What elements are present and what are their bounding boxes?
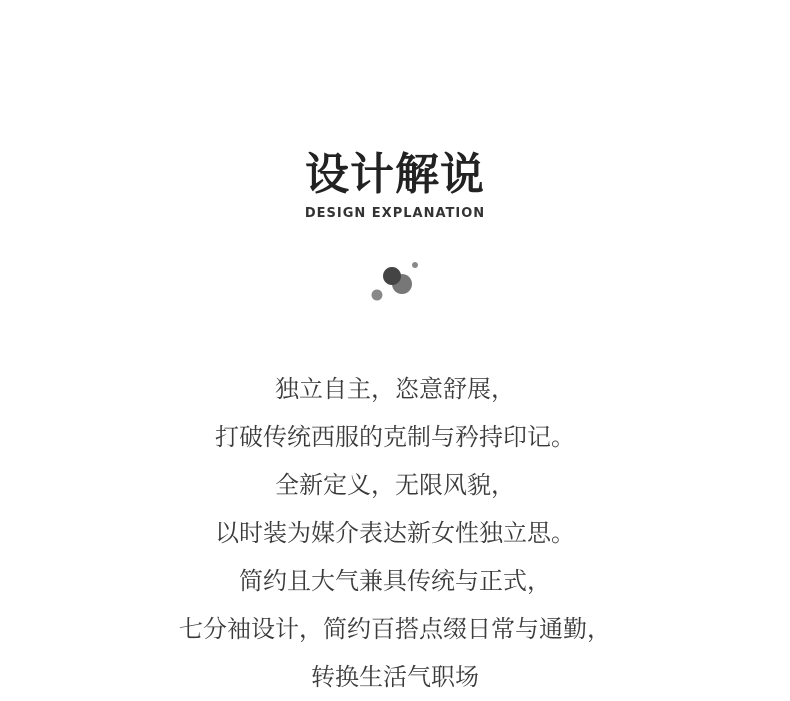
page-subtitle: DESIGN EXPLANATION	[304, 206, 486, 221]
description-line: 简约且大气兼具传统与正式，	[239, 567, 551, 595]
dot-large-dark	[383, 267, 401, 285]
description-line: 全新定义，无限风貌，	[275, 471, 515, 499]
description-line: 独立自主，恣意舒展，	[275, 375, 515, 403]
description-line: 转换生活气职场	[311, 663, 479, 691]
dot-tiny-top	[412, 262, 418, 268]
dot-small-left	[372, 290, 383, 301]
description-line: 以时装为媒介表达新女性独立思。	[215, 519, 575, 547]
design-description	[0, 365, 790, 701]
description-line: 打破传统西服的克制与矜持印记。	[215, 423, 575, 451]
bubble-dots-icon	[365, 258, 425, 304]
page-title: 设计解说	[305, 149, 485, 200]
description-line: 七分袖设计，简约百搭点缀日常与通勤，	[179, 615, 611, 643]
